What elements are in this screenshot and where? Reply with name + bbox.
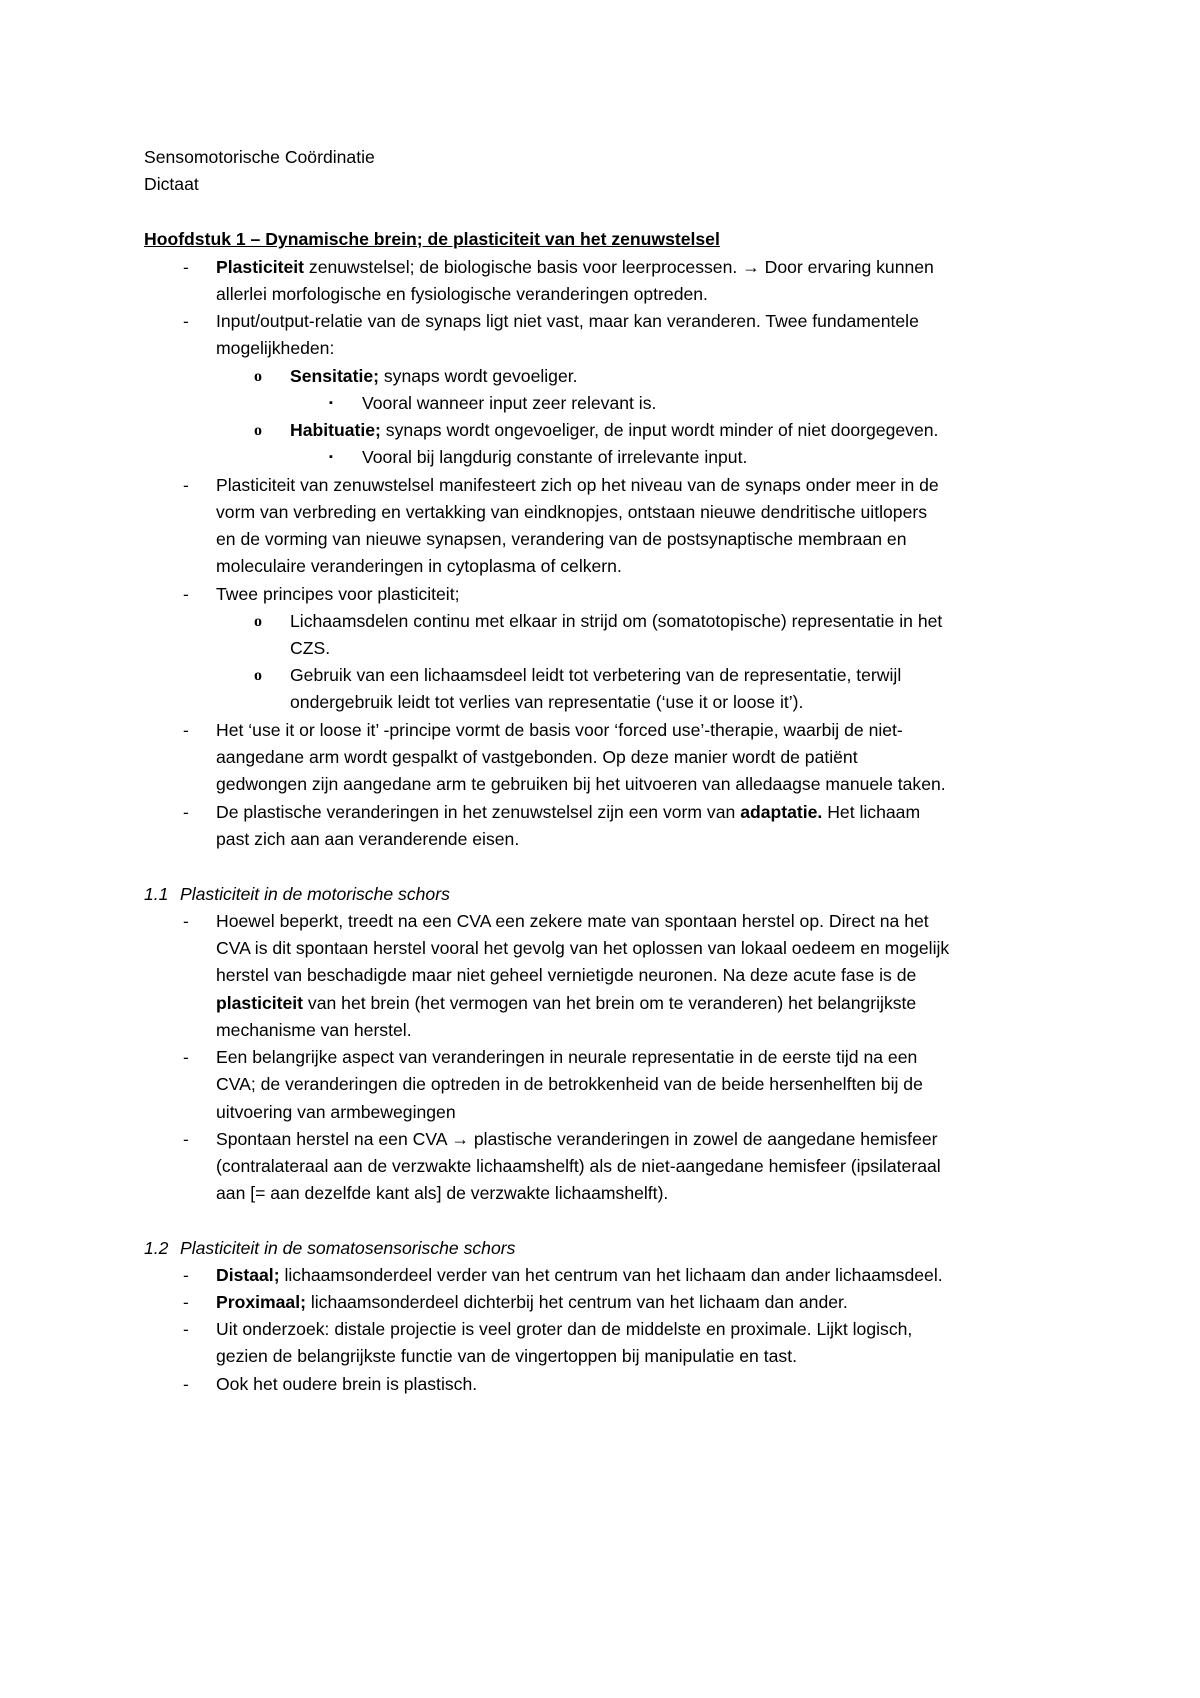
list-item-continuation: (contralateraal aan de verzwakte lichaamshelft) als de niet-aangedane hemisfeer (ipsilateraal <box>216 1156 941 1176</box>
list-item-continuation: aan [= aan dezelfde kant als] de verzwakte lichaamshelft). <box>216 1183 669 1203</box>
sub-sub-list-item: ▪ Vooral bij langdurig constante of irrelevante input. <box>0 444 1200 471</box>
arrow-right-icon: → <box>451 1129 469 1149</box>
list-item-continuation: mechanisme van herstel. <box>216 1020 412 1040</box>
bullet-circle: o <box>254 422 262 439</box>
list-item-continuation: CVA; de veranderingen die optreden in de betrokkenheid van de beide hersenhelften bij de <box>216 1074 923 1094</box>
list-item-continuation: CVA is dit spontaan herstel vooral het gevolg van het oplossen van lokaal oedeem en mogelijk <box>216 938 950 958</box>
bullet-circle: o <box>254 667 262 684</box>
list-item-continuation: past zich aan aan veranderende eisen. <box>216 829 520 849</box>
arrow-right-icon: → <box>742 257 760 277</box>
bullet-dash: - <box>183 803 189 822</box>
sub-list-item: o Sensitatie; synaps wordt gevoeliger. <box>0 363 1200 390</box>
sub-list-item-continuation: CZS. <box>290 638 331 658</box>
bullet-circle: o <box>254 368 262 385</box>
list-item: - Een belangrijke aspect van veranderingen in neurale representatie in de eerste tijd na een <box>0 1044 1200 1071</box>
section-heading: 1.1 Plasticiteit in de motorische schors <box>144 884 450 904</box>
list-item-continuation: vorm van verbreding en vertakking van eindknopjes, ontstaan nieuwe dendritische uitlopers <box>216 502 928 522</box>
sub-sub-list-item: ▪ Vooral wanneer input zeer relevant is. <box>0 390 1200 417</box>
bullet-dash: - <box>183 1130 189 1149</box>
bullet-circle: o <box>254 613 262 630</box>
list-item-continuation: en de vorming van nieuwe synapsen, verandering van de postsynaptische membraan en <box>216 529 907 549</box>
list-item: - Uit onderzoek: distale projectie is veel groter dan de middelste en proximale. Lijkt logisch, <box>0 1316 1200 1343</box>
list-item-continuation: mogelijkheden: <box>216 338 335 358</box>
list-item: - Spontaan herstel na een CVA → plastische veranderingen in zowel de aangedane hemisfeer <box>0 1126 1200 1153</box>
bullet-dash: - <box>183 1293 189 1312</box>
bullet-dash: - <box>183 721 189 740</box>
list-item-continuation: aangedane arm wordt gespalkt of vastgebonden. Op deze manier wordt de patiënt <box>216 747 858 767</box>
list-item: - Distaal; lichaamsonderdeel verder van het centrum van het lichaam dan ander lichaamsdeel. <box>0 1262 1200 1289</box>
bullet-dash: - <box>183 1266 189 1285</box>
list-item-continuation: moleculaire veranderingen in cytoplasma of celkern. <box>216 556 622 576</box>
bullet-dash: - <box>183 912 189 931</box>
list-item: - Plasticiteit zenuwstelsel; de biologische basis voor leerprocessen. → Door ervaring kunnen <box>0 254 1200 281</box>
chapter-heading: Hoofdstuk 1 – Dynamische brein; de plasticiteit van het zenuwstelsel <box>144 229 720 249</box>
document-subtitle: Dictaat <box>144 174 199 194</box>
bullet-dash: - <box>183 1375 189 1394</box>
bullet-dash: - <box>183 585 189 604</box>
list-item-continuation: gezien de belangrijkste functie van de vingertoppen bij manipulatie en tast. <box>216 1346 797 1366</box>
document-title: Sensomotorische Coördinatie <box>144 147 375 167</box>
list-item-continuation: gedwongen zijn aangedane arm te gebruiken bij het uitvoeren van alledaagse manuele taken. <box>216 774 946 794</box>
section-heading: 1.2 Plasticiteit in de somatosensorische schors <box>144 1238 516 1258</box>
bullet-dash: - <box>183 312 189 331</box>
bullet-dash: - <box>183 476 189 495</box>
sub-list-item: o Habituatie; synaps wordt ongevoeliger, de input wordt minder of niet doorgegeven. <box>0 417 1200 444</box>
bullet-dash: - <box>183 258 189 277</box>
list-item-continuation: uitvoering van armbewegingen <box>216 1102 456 1122</box>
list-item: - Input/output-relatie van de synaps ligt niet vast, maar kan veranderen. Twee fundamentele <box>0 308 1200 335</box>
list-item: - Proximaal; lichaamsonderdeel dichterbij het centrum van het lichaam dan ander. <box>0 1289 1200 1316</box>
sub-list-item: o Gebruik van een lichaamsdeel leidt tot verbetering van de representatie, terwijl <box>0 662 1200 689</box>
list-item: - Plasticiteit van zenuwstelsel manifesteert zich op het niveau van de synaps onder meer in de <box>0 472 1200 499</box>
list-item-continuation: plasticiteit van het brein (het vermogen van het brein om te veranderen) het belangrijkste <box>216 993 917 1013</box>
list-item-continuation: herstel van beschadigde maar niet geheel vernietigde neuronen. Na deze acute fase is de <box>216 965 917 985</box>
list-item: - De plastische veranderingen in het zenuwstelsel zijn een vorm van adaptatie. Het lichaam <box>0 799 1200 826</box>
list-item: - Hoewel beperkt, treedt na een CVA een zekere mate van spontaan herstel op. Direct na het <box>0 908 1200 935</box>
bullet-dash: - <box>183 1320 189 1339</box>
sub-list-item-continuation: ondergebruik leidt tot verlies van representatie (‘use it or loose it’). <box>290 692 804 712</box>
bullet-square: ▪ <box>329 451 333 463</box>
list-item: - Twee principes voor plasticiteit; <box>0 581 1200 608</box>
bullet-dash: - <box>183 1048 189 1067</box>
list-item: - Het ‘use it or loose it’ -principe vormt de basis voor ‘forced use’-therapie, waarbij de niet- <box>0 717 1200 744</box>
list-item-continuation: allerlei morfologische en fysiologische veranderingen optreden. <box>216 284 708 304</box>
bullet-square: ▪ <box>329 397 333 409</box>
list-item: - Ook het oudere brein is plastisch. <box>0 1371 1200 1398</box>
sub-list-item: o Lichaamsdelen continu met elkaar in strijd om (somatotopische) representatie in het <box>0 608 1200 635</box>
